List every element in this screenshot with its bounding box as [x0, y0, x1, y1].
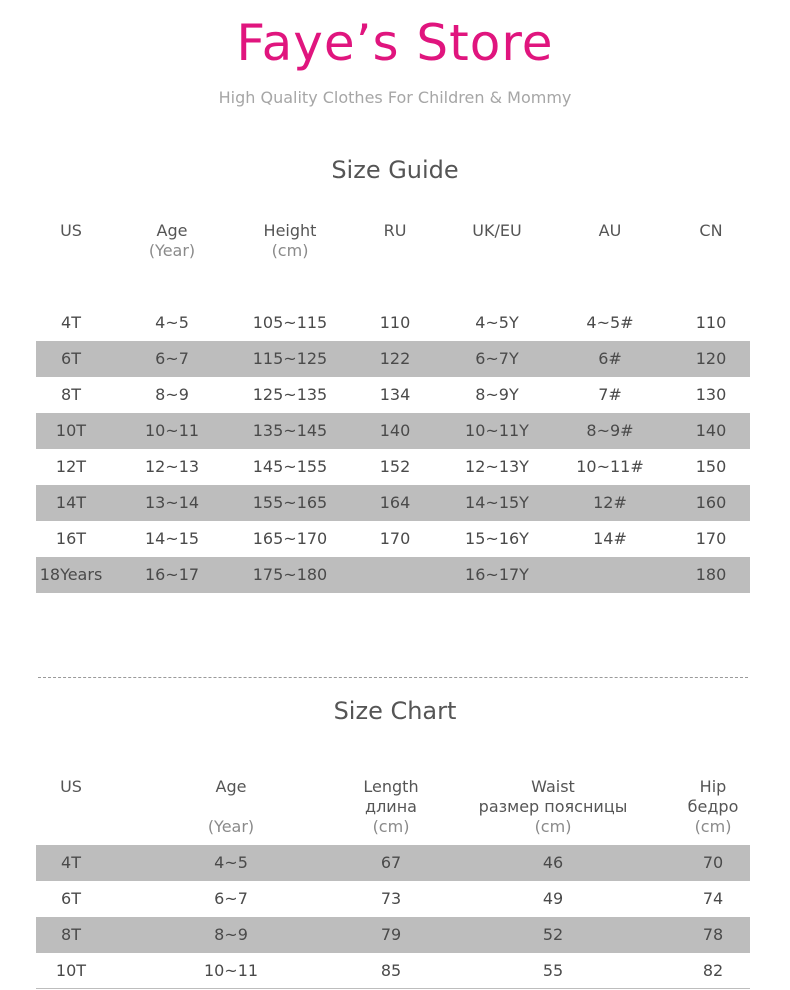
column-header: CN: [699, 221, 723, 240]
cell-cn: 170: [695, 529, 727, 548]
cell-cn: 110: [695, 313, 727, 332]
store-brand: Faye’s Store: [236, 14, 554, 72]
column-header: Age (Year): [148, 221, 196, 260]
cell-us: 14T: [55, 493, 87, 512]
cell-au: 10~11#: [576, 457, 644, 476]
cell-au: [560, 557, 660, 593]
column-header: UK/EU: [472, 221, 522, 240]
cell-age: 16~17: [144, 565, 200, 584]
cell-length: 73: [380, 889, 402, 908]
cell-au: 8~9#: [586, 421, 634, 440]
cell-us: 10T: [55, 961, 87, 980]
size-chart-title: Size Chart: [333, 697, 457, 725]
column-header: RU: [383, 221, 407, 240]
cell-height: 105~115: [252, 313, 328, 332]
column-header: US: [60, 221, 82, 240]
table-row: [36, 485, 750, 521]
cell-us: 6T: [61, 349, 81, 368]
table-row: [36, 341, 750, 377]
cell-length: 79: [380, 925, 402, 944]
cell-waist: 55: [542, 961, 564, 980]
table-bottom-rule: [36, 988, 750, 989]
cell-ru: 134: [379, 385, 411, 404]
cell-au: 4~5#: [586, 313, 634, 332]
cell-ru: 110: [379, 313, 411, 332]
cell-age: 6~7: [155, 349, 189, 368]
table-row: [36, 305, 750, 341]
cell-ukeu: 15~16Y: [465, 529, 529, 548]
cell-age: 10~11: [144, 421, 200, 440]
cell-age: 4~5: [155, 313, 189, 332]
column-header: US: [60, 777, 82, 796]
cell-waist: 46: [542, 853, 564, 872]
cell-waist: 49: [542, 889, 564, 908]
table-row: [36, 845, 750, 881]
table-row: [36, 881, 750, 917]
cell-ukeu: 12~13Y: [465, 457, 529, 476]
cell-us: 8T: [61, 925, 81, 944]
cell-ru: 122: [379, 349, 411, 368]
cell-length: 85: [380, 961, 402, 980]
cell-ukeu: 10~11Y: [465, 421, 529, 440]
cell-ru: 170: [379, 529, 411, 548]
cell-age: 6~7: [214, 889, 248, 908]
cell-hip: 74: [702, 889, 724, 908]
cell-ru: 164: [379, 493, 411, 512]
table-row: [36, 449, 750, 485]
cell-cn: 140: [695, 421, 727, 440]
cell-height: 165~170: [252, 529, 328, 548]
section-divider: [38, 677, 748, 678]
cell-ukeu: 16~17Y: [465, 565, 529, 584]
table-row: [36, 953, 750, 989]
column-header: Length длина (cm): [363, 777, 419, 836]
cell-ukeu: 4~5Y: [475, 313, 519, 332]
cell-us: 12T: [55, 457, 87, 476]
column-header: Hip бедро (cm): [687, 777, 739, 836]
cell-au: 12#: [593, 493, 627, 512]
table-row: [36, 557, 750, 593]
cell-cn: 130: [695, 385, 727, 404]
table-row: [36, 413, 750, 449]
cell-age: 8~9: [155, 385, 189, 404]
cell-ukeu: 6~7Y: [475, 349, 519, 368]
cell-hip: 82: [702, 961, 724, 980]
cell-cn: 160: [695, 493, 727, 512]
cell-height: 125~135: [252, 385, 328, 404]
cell-ru: [355, 557, 435, 593]
cell-age: 8~9: [214, 925, 248, 944]
column-header: Age (Year): [207, 777, 255, 836]
cell-cn: 150: [695, 457, 727, 476]
cell-ru: 152: [379, 457, 411, 476]
column-header: Height (cm): [263, 221, 317, 260]
cell-height: 155~165: [252, 493, 328, 512]
cell-hip: 70: [702, 853, 724, 872]
cell-au: 14#: [593, 529, 627, 548]
store-tagline: High Quality Clothes For Children & Mommy: [218, 88, 572, 107]
table-row: [36, 377, 750, 413]
size-guide-title: Size Guide: [331, 156, 459, 184]
cell-us: 10T: [55, 421, 87, 440]
cell-au: 7#: [598, 385, 622, 404]
cell-height: 135~145: [252, 421, 328, 440]
cell-ukeu: 8~9Y: [475, 385, 519, 404]
cell-height: 145~155: [252, 457, 328, 476]
table-row: [36, 917, 750, 953]
cell-age: 4~5: [214, 853, 248, 872]
cell-cn: 120: [695, 349, 727, 368]
cell-waist: 52: [542, 925, 564, 944]
cell-height: 115~125: [252, 349, 328, 368]
cell-us: 6T: [61, 889, 81, 908]
cell-us: 16T: [55, 529, 87, 548]
cell-length: 67: [380, 853, 402, 872]
cell-age: 14~15: [144, 529, 200, 548]
cell-ru: 140: [379, 421, 411, 440]
cell-age: 12~13: [144, 457, 200, 476]
cell-cn: 180: [695, 565, 727, 584]
cell-us: 4T: [61, 853, 81, 872]
cell-height: 175~180: [252, 565, 328, 584]
table-row: [36, 521, 750, 557]
cell-age: 10~11: [203, 961, 259, 980]
cell-us: 4T: [61, 313, 81, 332]
cell-ukeu: 14~15Y: [465, 493, 529, 512]
cell-au: 6#: [598, 349, 622, 368]
cell-us: 18Years: [39, 565, 103, 584]
cell-age: 13~14: [144, 493, 200, 512]
cell-us: 8T: [61, 385, 81, 404]
column-header: AU: [598, 221, 622, 240]
column-header: Waist размер поясницы (cm): [478, 777, 628, 836]
cell-hip: 78: [702, 925, 724, 944]
